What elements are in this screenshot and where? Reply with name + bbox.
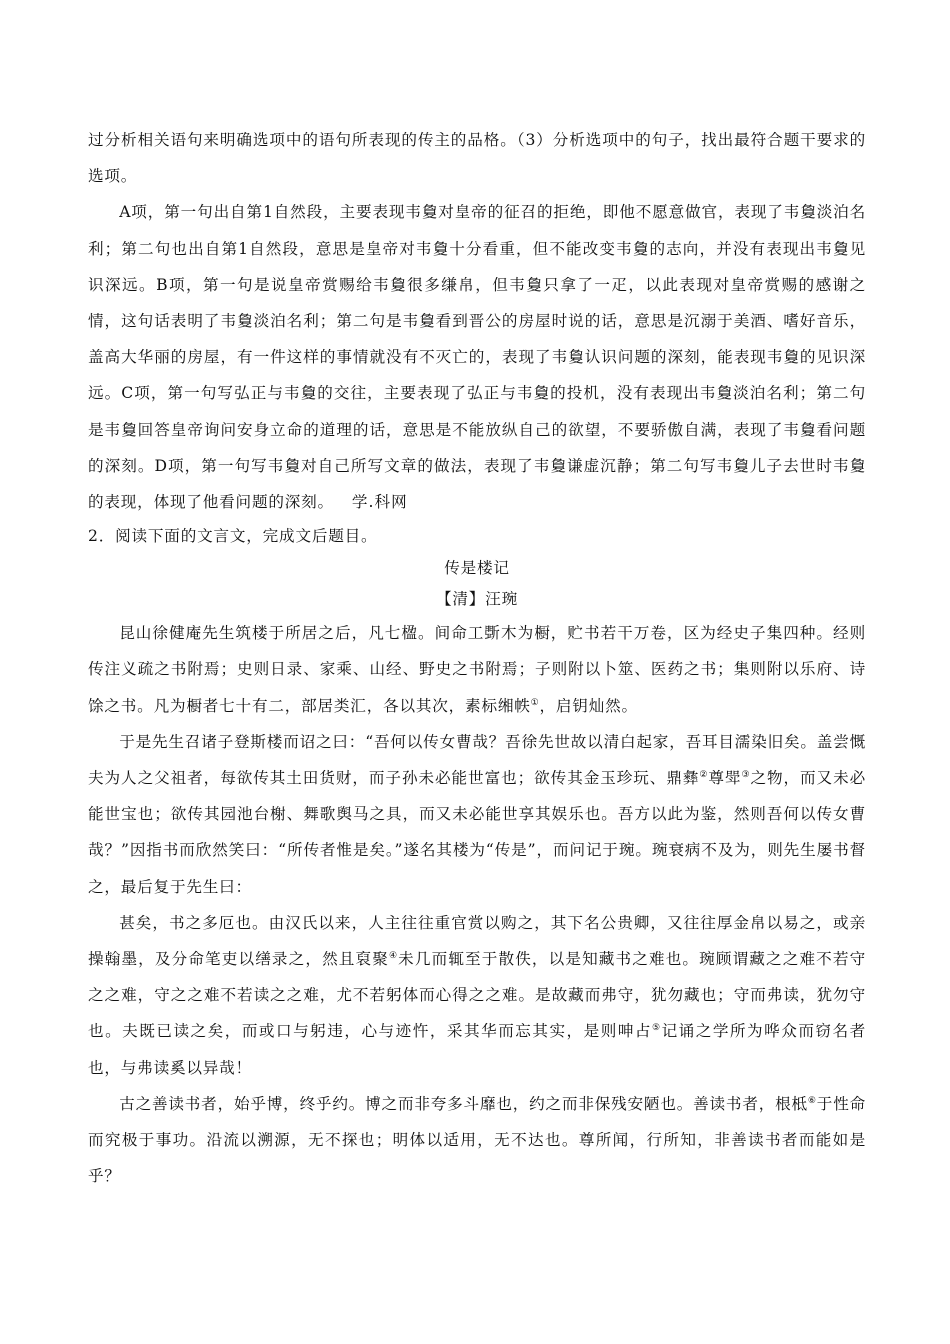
footnote-marker: ⑤ [652,1023,662,1034]
essay-title: 传是楼记 [444,559,510,578]
essay-text: 之物，而又未必能世宝也；欲传其园池台榭、舞歌舆马之具，而又未必能世享其娱乐也。吾方以此为鉴，然则吾何以传女曹哉？”因指书而欣然笑曰：“所传者惟是矣。”遂名其楼为“传是”，而问记于琬。琬衰病不及为，则先生屡书督之，最后复于先生曰： [88,769,866,896]
essay-text: 于性命而究极于事功。沿流以溯源，无不探也；明体以适用，无不达也。尊所闻，行所知，非善读书者而能如是乎？ [88,1094,866,1186]
essay-paragraph [88,615,866,724]
watermark-text: 学.科网 [351,493,408,512]
essay-author: 【清】汪琬 [436,590,518,609]
essay-text: ，启钥灿然。 [539,696,638,715]
essay-text: 未几而辄至于散佚，以是知藏书之难也。琬顾谓藏之之难不若守之之难，守之之难不若读之之难，尤不若躬体而心得之之难。是故藏而弗守，犹勿藏也；守而弗读，犹勿守也。夫既已读之矣，而或口与躬违，心与迹忤，采其华而忘其实，是则呻占 [88,950,867,1041]
essay-paragraph [88,724,866,905]
footnote-marker: ⑥ [807,1095,817,1106]
question-prompt: 2．阅读下面的文言文，完成文后题目。 [88,527,378,546]
analysis-paragraph-1: 过分析相关语句来明确选项中的语句所表现的传主的品格。（3）分析选项中的句子，找出最符合题干要求的选项。 [88,131,866,186]
analysis-paragraph-2 [88,194,866,520]
analysis-text: A项，第一句出自第1自然段，主要表现韦敻对皇帝的征召的拒绝，即他不愿意做官，表现了韦敻淡泊名利；第二句也出自第1自然段，意思是皇帝对韦敻十分看重，但不能改变韦敻的志向，并没有表现出韦敻见识深远。B项，第一句是说皇帝赏赐给韦敻很多缣帛，但韦敻只拿了一疋，以此表现对皇帝赏赐的感谢之情，这句话表明了韦敻淡泊名利；第二句是韦敻看到晋公的房屋时说的话，意思是沉溺于美酒、嗜好音乐，盖高大华丽的房屋，有一件这样的事情就没有不灭亡的，表现了韦敻认识问题的深刻，能表现韦敻的见识深远。C项，第一句写弘正与韦敻的交往，主要表现了弘正与韦敻的投机，没有表现出韦敻淡泊名利；第二句是韦敻回答皇帝询问安身立命的道理的话，意思是不能放纵自己的欲望，不要骄傲自满，表现了韦敻看问题的深刻。D项，第一句写韦敻对自己所写文章的做法，表现了韦敻谦虚沉静；第二句写韦敻儿子去世时韦敻的表现，体现了他看问题的深刻。 [88,203,866,512]
essay-text: 于是先生召诸子登斯楼而诏之曰：“吾何以传女曹哉？吾徐先世故以清白起家，吾耳目濡染旧矣。盖尝慨夫为人之父祖者，每欲传其土田货财，而子孙未必能世富也；欲传其金玉珍玩、鼎彝 [88,732,866,788]
footnote-marker: ① [530,697,540,708]
essay-text: 昆山徐健庵先生筑楼于所居之后，凡七楹。间命工斲木为橱，贮书若干万卷，区为经史子集四种。经则传注义疏之书附焉；史则日录、家乘、山经、野史之书附焉；子则附以卜筮、医药之书；集则附以乐府、诗馀之书。凡为橱者七十有二，部居类汇，各以其次，素标缃帙 [88,624,866,715]
essay-text: 古之善读书者，始乎博，终乎约。博之而非夸多斗靡也，约之而非保残安陋也。善读书者，根柢 [119,1094,808,1113]
essay-body [88,615,866,1194]
essay-text: 尊斝 [708,769,742,788]
essay-text: 记诵之学所为哗众而窃名者也，与弗读奚以异哉！ [88,1022,866,1077]
footnote-marker: ③ [741,770,751,781]
essay-text: 甚矣，书之多厄也。由汉氏以来，人主往往重官赏以购之，其下名公贵卿，又往往厚金帛以易之，或亲操翰墨，及分命笔吏以缮录之，然且裒聚 [88,913,866,969]
essay-paragraph [88,1086,866,1195]
footnote-marker: ④ [388,951,399,962]
answer-analysis [88,122,866,520]
essay-paragraph [88,905,866,1086]
footnote-marker: ② [699,770,709,781]
document-page [88,122,866,1194]
